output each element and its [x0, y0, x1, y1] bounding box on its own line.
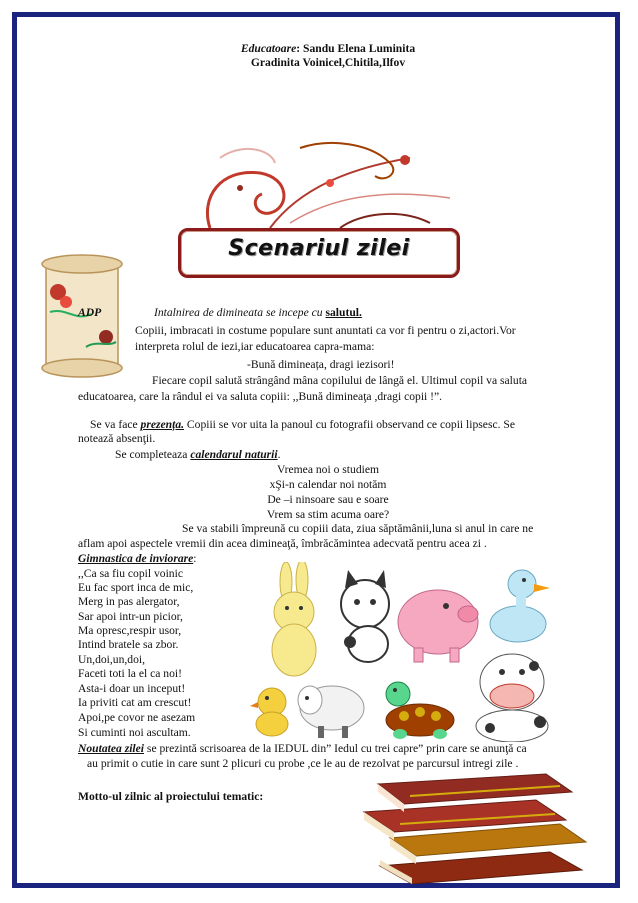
gym-poem-7: Un,doi,un,doi,: [78, 653, 145, 666]
adp-line-2: interpreta rolul de iezi,iar educatoarea capra-mama:: [135, 340, 375, 353]
calendar-poem-4: Vrem sa stim acuma oare?: [266, 508, 390, 521]
gym-poem-10: Ia priviti cat am crescut!: [78, 696, 192, 709]
gym-poem-6: Intind bratele sa zbor.: [78, 638, 179, 651]
cat-figure: [341, 570, 389, 662]
adp-line-4: Fiecare copil salută strângând mâna copilului de lângă el. Ultimul copil va saluta: [152, 374, 528, 387]
calendar-poem-2: xŞi-n calendar noi notăm: [269, 478, 387, 491]
adp-line-3: -Bună dimineața, dragi iezisori!: [247, 358, 395, 371]
gym-poem-9: Asta-i doar un inceput!: [78, 682, 186, 695]
books-illustration: [350, 766, 612, 884]
gym-poem-12: Si cuminti noi ascultam.: [78, 726, 191, 739]
gym-poem-1: ,,Ca sa fiu copil voinic: [78, 567, 183, 580]
bunny-figure: [272, 562, 316, 676]
sheep-figure: [298, 686, 364, 738]
page-title: Scenariul zilei: [228, 236, 410, 261]
calendar-line: Se completeaza calendarul naturii.: [115, 448, 281, 461]
adp-line-5: educatoarea, care la rândul ei va saluta copiii: ,,Bună dimineaţa ,dragi copii !”.: [78, 390, 443, 403]
adp-label: ADP: [78, 306, 102, 319]
turtle-figure: [386, 682, 454, 739]
duck-figure: [490, 570, 550, 642]
gym-poem-2: Eu fac sport inca de mic,: [78, 581, 194, 594]
presence-line-2: notează absenţii.: [78, 432, 156, 445]
gym-poem-11: Apoi,pe covor ne asezam: [78, 711, 196, 724]
cow-figure: [476, 654, 548, 742]
calendar-after-1: Se va stabili împreună cu copiii data, ziua săptămânii,luna si anul in care ne: [182, 522, 534, 535]
calendar-after-2: aflam apoi aspectele vremii din acea dimineaţă, îmbrăcămintea adecvată pentru acea zi .: [78, 537, 487, 550]
adp-line-1: Copiii, imbracati in costume populare sunt anuntati ca vor fi pentru o zi,actori.Vor: [135, 324, 516, 337]
presence-line-1: Se va face prezența. Copiii se vor uita la panoul cu fotografii observand ce copii lipsesc. Se: [90, 418, 515, 431]
gym-poem-5: Ma opresc,respir usor,: [78, 624, 182, 637]
novelty-line-1: Noutatea zilei se prezintă scrisoarea de la IEDUL din” Iedul cu trei capre” prin care se anunţă ca: [78, 742, 527, 755]
calendar-poem-3: De –i ninsoare sau e soare: [267, 493, 389, 506]
educator-line: Educatoare: Sandu Elena Luminita: [240, 42, 416, 55]
calendar-poem-1: Vremea noi o studiem: [276, 463, 379, 476]
gym-poem-8: Faceti toti la el ca noi!: [78, 667, 182, 680]
gym-poem-4: Sar apoi intr-un picior,: [78, 610, 183, 623]
pig-figure: [398, 590, 478, 662]
gym-heading: Gimnastica de inviorare:: [78, 552, 197, 565]
kindergarten-line: Gradinita Voinicel,Chitila,Ilfov: [250, 56, 406, 69]
swirl-ornament: [180, 128, 470, 238]
gym-poem-3: Merg in pas alergator,: [78, 595, 180, 608]
novelty-line-2: au primit o cutie in care sunt 2 plicuri cu probe ,ce le au de rezolvat pe parcursul intregi zile .: [87, 757, 519, 770]
chick-figure: [250, 688, 288, 736]
animals-illustration: [250, 562, 560, 742]
motto-line: Motto-ul zilnic al proiectului tematic:: [78, 790, 264, 803]
adp-intro: Intalnirea de dimineata se incepe cu salutul.: [154, 306, 362, 319]
